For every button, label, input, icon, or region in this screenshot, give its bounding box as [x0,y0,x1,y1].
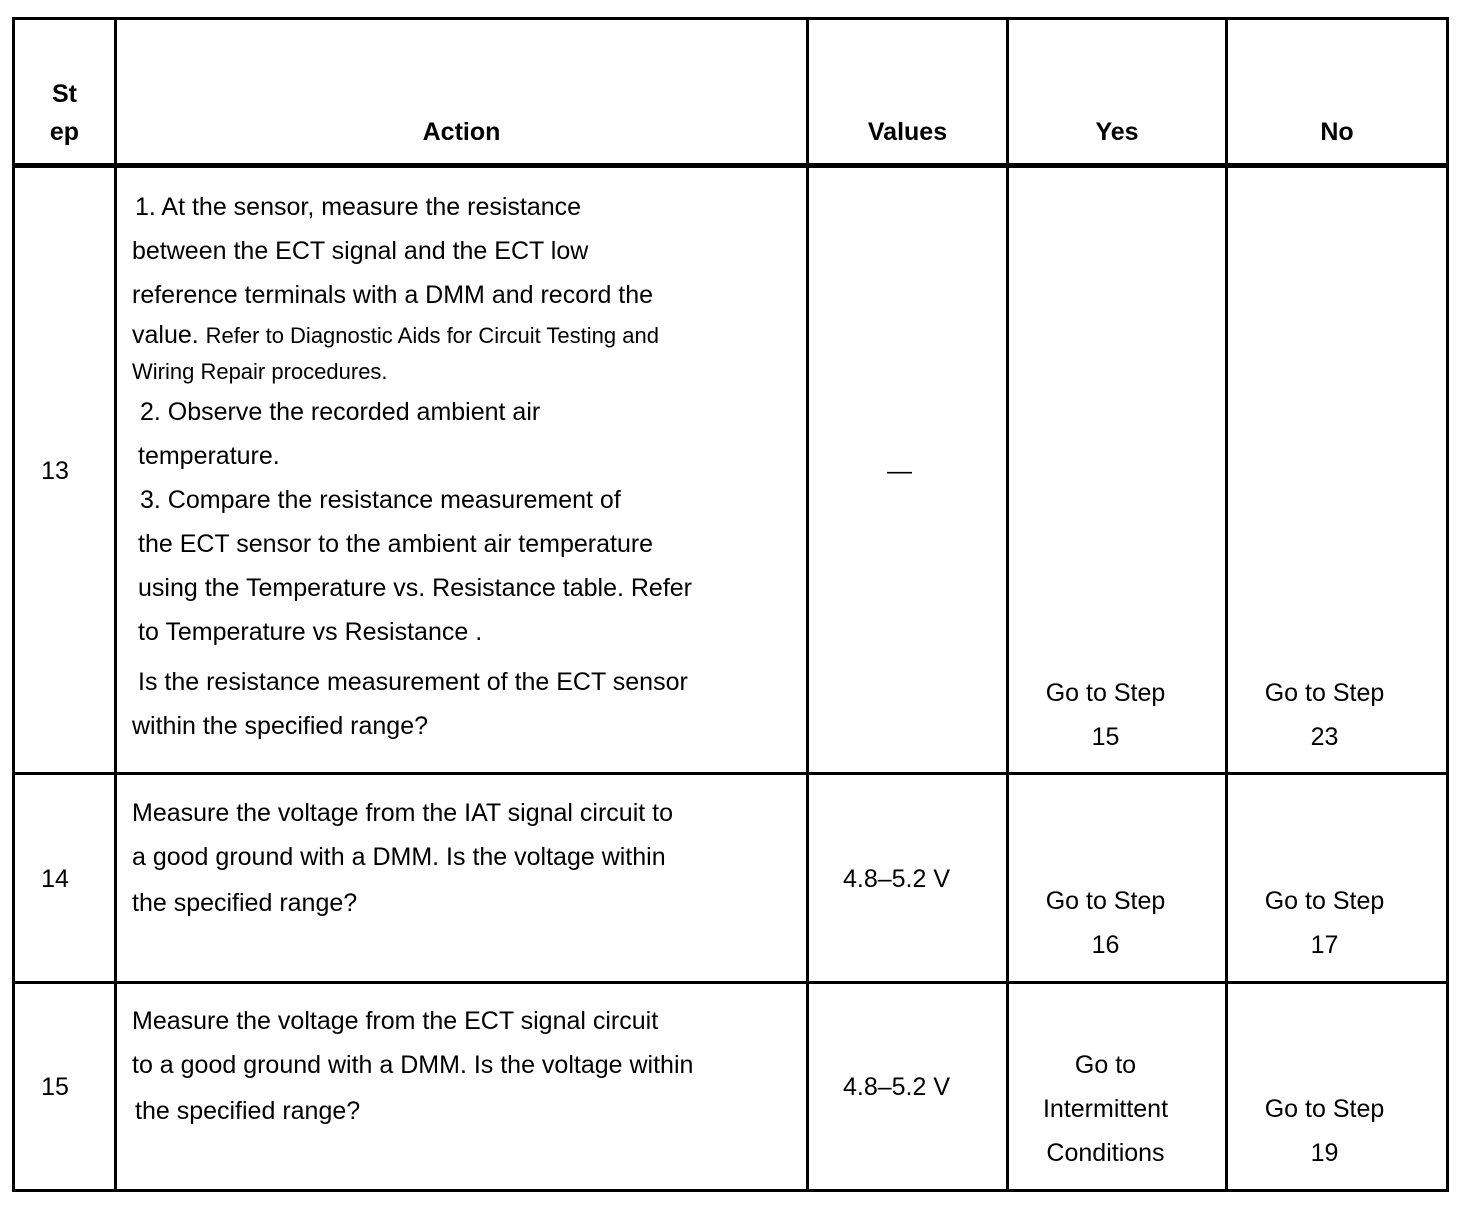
table-border-left [12,17,15,1192]
row-14-action [132,791,802,925]
row-13-yes-line1: Go to Step [1045,679,1166,707]
row-13-action [132,185,802,748]
table-border-bottom [12,1189,1449,1192]
row-14-yes [1009,879,1202,967]
row-13-item1-refer2: Wiring Repair procedures. [132,359,388,384]
row-14-yes-line1: Go to Step [1045,887,1166,915]
row-15-yes-line2: Intermittent [1042,1095,1169,1123]
row-13-item1-line3: reference terminals with a DMM and record the [132,281,654,309]
row-13-item3-line2: the ECT sensor to the ambient air temperature [138,530,654,558]
col-divider-action-values [806,17,809,1192]
diagnostic-table [12,17,1449,1192]
table-border-top [12,17,1449,20]
row-13-no-line2: 23 [1310,723,1339,751]
header-action: Action [422,118,501,146]
row-13-item1-refer: Refer to Diagnostic Aids for Circuit Testing and [205,323,659,348]
row-15-no-line1: Go to Step [1264,1095,1385,1123]
row-15-yes-line1: Go to [1074,1051,1137,1079]
row-15-action-line2: to a good ground with a DMM. Is the voltage within [132,1051,694,1079]
row-13-item1-line2: between the ECT signal and the ECT low [132,237,589,265]
row-divider-14-15 [12,981,1449,984]
row-15-action [132,999,802,1133]
row-15-step: 15 [41,1073,69,1101]
row-13-yes-line2: 15 [1091,723,1120,751]
row-14-action-line1: Measure the voltage from the IAT signal circuit to [132,799,673,827]
header-values: Values [867,118,948,146]
col-divider-values-yes [1006,17,1009,1192]
row-15-value: 4.8–5.2 V [842,1073,951,1101]
row-13-question-line1: Is the resistance measurement of the ECT sensor [138,668,688,696]
row-14-action-line3: the specified range? [132,889,358,917]
row-14-no-line2: 17 [1310,931,1339,959]
row-14-no [1228,879,1421,967]
header-no: No [1320,118,1354,146]
row-13-item2-line2: temperature. [138,442,280,470]
row-13-item3-line1: 3. Compare the resistance measurement of [140,486,621,514]
header-step [15,75,114,151]
header-step-line1: St [52,80,77,108]
row-divider-13-14 [12,772,1449,775]
row-14-no-line1: Go to Step [1264,887,1385,915]
row-14-value: 4.8–5.2 V [842,865,951,893]
header-yes: Yes [1095,118,1139,146]
row-13-no-line1: Go to Step [1264,679,1385,707]
row-13-item3-line3: using the Temperature vs. Resistance table. Refer [138,574,692,602]
row-13-question-line2: within the specified range? [132,712,429,740]
row-14-action-line2: a good ground with a DMM. Is the voltage within [132,843,666,871]
row-15-yes [1009,1043,1202,1175]
row-13-step: 13 [41,457,69,485]
col-divider-yes-no [1225,17,1228,1192]
row-14-step: 14 [41,865,69,893]
table-border-right [1446,17,1449,1192]
row-15-action-line1: Measure the voltage from the ECT signal circuit [132,1007,659,1035]
header-divider [12,163,1449,168]
header-step-line2: ep [49,118,80,146]
row-14-yes-line2: 16 [1091,931,1120,959]
row-15-no [1228,1087,1421,1175]
row-13-item1-line1: 1. At the sensor, measure the resistance [135,193,582,221]
row-15-yes-line3: Conditions [1046,1139,1165,1167]
row-15-action-line3: the specified range? [135,1097,361,1125]
row-13-item2-line1: 2. Observe the recorded ambient air [140,398,541,426]
row-15-no-line2: 19 [1310,1139,1339,1167]
row-13-item3-line4: to Temperature vs Resistance . [138,618,483,646]
row-13-yes [1009,671,1202,759]
row-13-item1-value-word: value. [132,321,199,349]
col-divider-step-action [114,17,117,1192]
row-13-no [1228,671,1421,759]
row-13-value: — [887,457,912,485]
